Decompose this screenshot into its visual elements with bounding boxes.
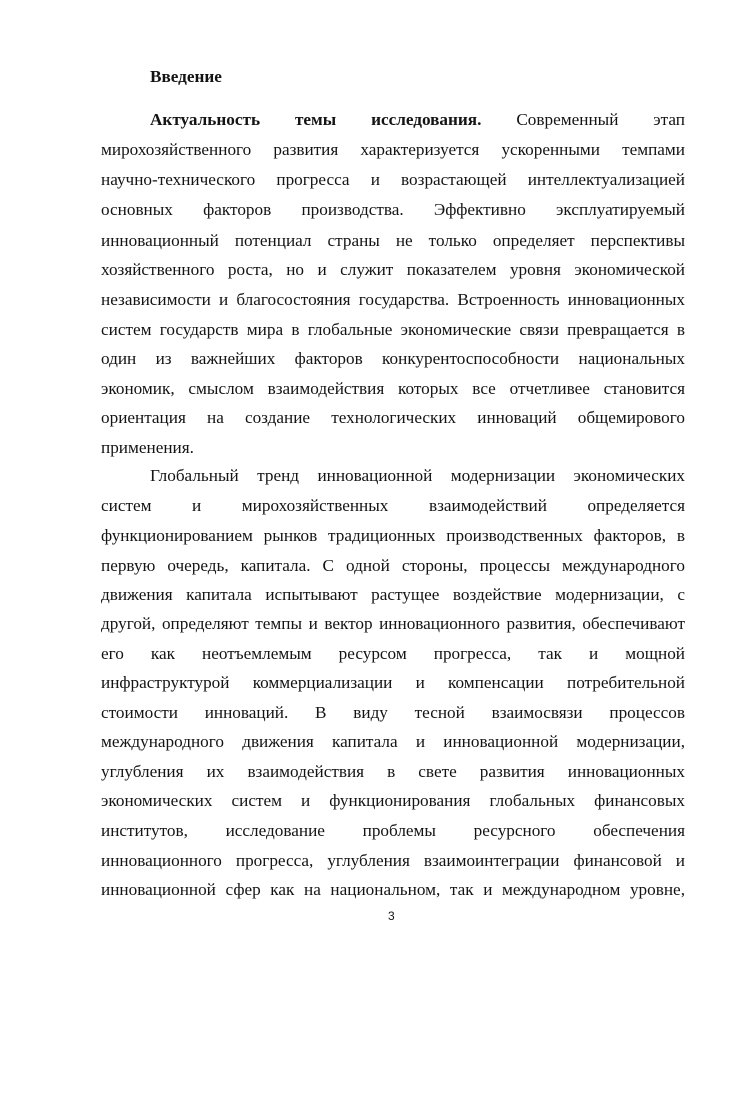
paragraph-2-line-4: первую очередь, капитала. С одной стороны, процессы международного xyxy=(101,556,685,575)
paragraph-1-line-12: применения. xyxy=(101,438,194,457)
paragraph-2-line-14: инновационного прогресса, углубления взаимоинтеграции финансовой и xyxy=(101,851,685,870)
paragraph-2-line-1: Глобальный тренд инновационной модернизации экономических xyxy=(150,466,685,485)
paragraph-1-line-7: независимости и благосостояния государства. Встроенность инновационных xyxy=(101,290,685,309)
paragraph-2-line-9: стоимости инноваций. В виду тесной взаимосвязи процессов xyxy=(101,703,685,722)
paragraph-2-line-15: инновационной сфер как на национальном, так и международном уровне, xyxy=(101,880,685,899)
paragraph-1-line-9: один из важнейших факторов конкурентоспособности национальных xyxy=(101,349,685,368)
paragraph-1-line-8: систем государств мира в глобальные экономические связи превращается в xyxy=(101,320,685,339)
paragraph-1-line-11: ориентация на создание технологических инноваций общемирового xyxy=(101,408,685,427)
paragraph-2-line-8: инфраструктурой коммерциализации и компенсации потребительной xyxy=(101,673,685,692)
paragraph-2-line-6: другой, определяют темпы и вектор инновационного развития, обеспечивают xyxy=(101,614,685,633)
paragraph-2-line-2: систем и мирохозяйственных взаимодействий определяется xyxy=(101,496,685,515)
paragraph-2-line-5: движения капитала испытывают растущее воздействие модернизации, с xyxy=(101,585,685,604)
topic-relevance-lead: Актуальность темы исследования. xyxy=(150,110,482,129)
paragraph-1-line-5: инновационный потенциал страны не только определяет перспективы xyxy=(101,231,685,250)
paragraph-2-line-12: экономических систем и функционирования глобальных финансовых xyxy=(101,791,685,810)
paragraph-1-line-1-text: Современный этап xyxy=(516,110,686,129)
paragraph-1-line-2: мирохозяйственного развития характеризуется ускоренными темпами xyxy=(101,140,685,159)
paragraph-2-line-11: углубления их взаимодействия в свете развития инновационных xyxy=(101,762,685,781)
page-number: 3 xyxy=(388,909,395,923)
paragraph-1-line-4: основных факторов производства. Эффективно эксплуатируемый xyxy=(101,200,685,219)
paragraph-1-line-3: научно-технического прогресса и возрастающей интеллектуализацией xyxy=(101,170,685,189)
paragraph-2-line-3: функционированием рынков традиционных производственных факторов, в xyxy=(101,526,685,545)
paragraph-2-line-10: международного движения капитала и инновационной модернизации, xyxy=(101,732,685,751)
paragraph-1-line-1 xyxy=(150,107,685,133)
paragraph-2-line-7: его как неотъемлемым ресурсом прогресса, так и мощной xyxy=(101,644,685,663)
paragraph-1-line-10: экономик, смыслом взаимодействия которых все отчетливее становится xyxy=(101,379,685,398)
paragraph-1-line-6: хозяйственного роста, но и служит показателем уровня экономической xyxy=(101,260,685,279)
paragraph-2-line-13: институтов, исследование проблемы ресурсного обеспечения xyxy=(101,821,685,840)
section-heading: Введение xyxy=(150,67,222,86)
